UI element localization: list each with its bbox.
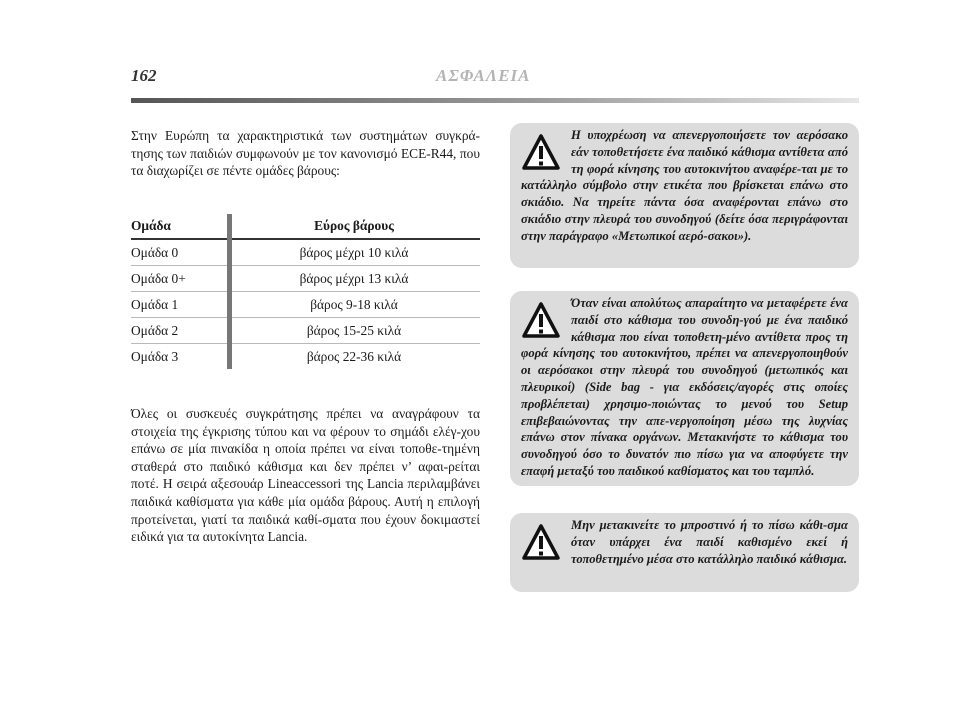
column-header-weight-range: Εύρος βάρους [232,214,480,239]
warning-box-passenger-seat [510,291,859,486]
warning-text: Όταν είναι απολύτως απαραίτητο να μεταφέρετε ένα παιδί στο κάθισμα του συνοδη-γού με ένα παιδικό κάθισμα που είναι τοποθετη-μένο αντίθετα προς τη φορά κίνησης του αυτοκινήτου, πρέπει να απενεργοποιηθούν οι αερόσακοι στην πλευρά του συνοδηγού (μετωπικός και πλευρικοί) (Side bag - για εκδόσεις/αγορές στις οποίες προβλέπεται) χρησιμο-ποιώντας το μενού του Setup επιβεβαιώνοντας την απε-νεργοποίηση μέσω της λυχνίας επάνω στον πίνακα οργάνων. Μετακινήστε το κάθισμα του συνοδηγού όσο το δυνατόν πιο πίσω για να αποφύγετε την επαφή μεταξύ του παιδικού καθίσματος και του ταμπλό. [521,296,848,478]
warning-text: Μην μετακινείτε το μπροστινό ή το πίσω κάθι-σμα όταν υπάρχει ένα παιδί καθισμένο εκεί ή τοποθετημένο μέσα στο κατάλληλο παιδικό κάθισμα. [571,518,848,566]
warning-triangle-icon [521,523,561,561]
weight-range-cell: βάρος μέχρι 10 κιλά [232,239,480,266]
group-cell: Ομάδα 3 [131,348,179,364]
approval-paragraph: Όλες οι συσκευές συγκράτησης πρέπει να αναγράφουν τα στοιχεία της έγκρισης τύπου και να φέρουν το σημάδι ελέγ-χου επάνω σε μία πινακίδα η οποία πρέπει να είναι τοποθε-τημένη σταθερά στο παιδικό κάθισμα και δεν πρέπει ν’ αφαι-ρείται ποτέ. Η σειρά αξεσουάρ Lineaccessori της Lancia περιλαμβάνει παιδικά καθίσματα για κάθε μία ομάδα βάρους. Αυτή η επιλογή προτείνεται, γιατί τα παιδικά καθί-σματα που έχουν δοκιμαστεί ειδικά για τα αυτοκίνητα Lancia. [131,406,480,545]
group-cell: Ομάδα 0+ [131,266,227,292]
section-title: ΑΣΦΑΛΕΙΑ [436,66,531,85]
warning-box-airbag-label [510,123,859,268]
warning-box-seat-movement [510,513,859,592]
group-cell: Ομάδα 2 [131,318,227,344]
group-cell: Ομάδα 1 [131,292,227,318]
table-row [131,292,480,318]
header-rule [131,98,859,103]
table-row [131,266,480,292]
table-row [131,344,480,370]
warning-triangle-icon [521,301,561,339]
weight-range-cell: βάρος μέχρι 13 κιλά [232,266,480,292]
weight-range-cell: βάρος 15-25 κιλά [232,318,480,344]
table-header-row [131,214,480,239]
group-cell: Ομάδα 0 [131,239,227,266]
weight-range-cell: βάρος 22-36 κιλά [306,348,402,364]
warning-text: Η υποχρέωση να απενεργοποιήσετε τον αερόσακο εάν τοποθετήσετε ένα παιδικό κάθισμα αντίθετα από τη φορά κίνησης του αυτοκινήτου αναφέρε-ται με το κατάλληλο σύμβολο στην ετικέτα που βρίσκεται επάνω στο σκιάδιο. Να τηρείτε πάντα όσα αναφέρονται επάνω στο σκιάδιο στην πλευρά του συνοδηγού (δείτε όσα περιγράφονται στην παράγραφο «Μετωπικοί αερό-σακοι»). [521,128,848,243]
warning-triangle-icon [521,133,561,171]
weight-range-cell: βάρος 9-18 κιλά [232,292,480,318]
table-row [131,318,480,344]
weight-groups-table [131,214,480,369]
column-header-group: Ομάδα [131,214,227,239]
page-number: 162 [131,66,157,85]
table-row [131,239,480,266]
intro-paragraph: Στην Ευρώπη τα χαρακτηριστικά των συστημάτων συγκρά-τησης των παιδιών συμφωνούν με τον κανονισμό ECE-R44, που τα διαχωρίζει σε πέντε ομάδες βάρους: [131,128,480,179]
